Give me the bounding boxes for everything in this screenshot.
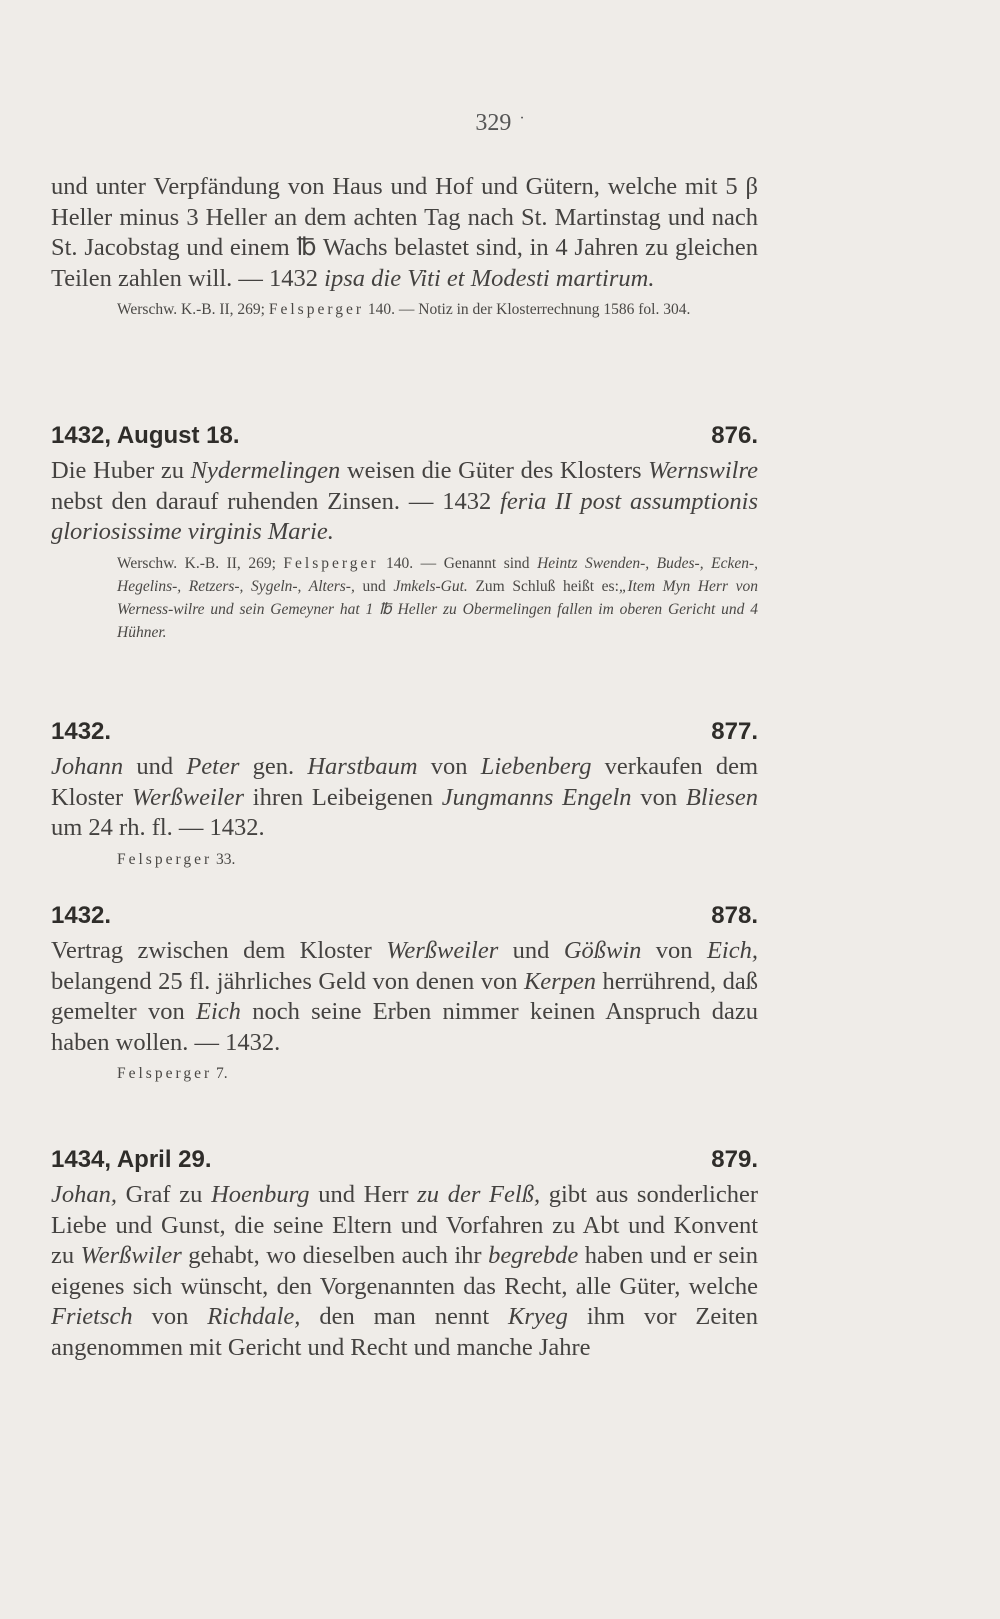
entry-text: Die Huber zu Nydermelingen weisen die Güter des Klosters Wernswilre nebst den darauf ruhenden Zinsen. — 1432 feria II post assumptionis gloriosissime virginis Marie. [51, 457, 759, 545]
page-number: 329 · [475, 110, 525, 136]
entry-876 [51, 422, 758, 644]
entry-877 [51, 718, 758, 871]
entry-reference: Felsperger 7. [117, 1065, 228, 1082]
entry-heading [51, 1146, 758, 1174]
entry-text: Vertrag zwischen dem Kloster Werßweiler und Gößwin von Eich, belangend 25 fl. jährliches Geld von denen von Kerpen herrührend, daß gemelter von Eich noch seine Erben nimmer keinen Anspruch dazu haben wollen. — 1432. [51, 937, 758, 1056]
intro-text: und unter Verpfändung von Haus und Hof und Gütern, welche mit 5 β Heller minus 3 Heller an dem achten Tag nach St. Martinstag und nach St. Jacobstag und einem ℔ Wachs belastet sind, in 4 Jahren zu gleichen Teilen zahlen will. — 1432 ipsa die Viti et Modesti martirum. [51, 173, 758, 292]
entry-heading [51, 718, 758, 746]
entry-heading [51, 902, 758, 930]
entry-878 [51, 902, 758, 1085]
entry-date: 1434, April 29. [51, 1146, 212, 1173]
page-mark: · [519, 110, 525, 127]
entry-number: 876. [711, 422, 758, 449]
entry-879 [51, 1146, 758, 1363]
entry-reference: Werschw. K.-B. II, 269; Felsperger 140. — Genannt sind Heintz Swenden-, Budes-, Ecken-, Hegelins-, Retzers-, Sygeln-, Alters-, und Jmkels-Gut. Zum Schluß heißt es:„Item Myn Herr von Werness-wilre und sein Gemeyner hat 1 ℔ Heller zu Obermelingen fallen im oberen Gericht und 4 Hühner. [117, 554, 758, 641]
entry-date: 1432. [51, 718, 112, 745]
entry-number: 879. [711, 1146, 758, 1173]
entry-text: Johan, Graf zu Hoenburg und Herr zu der Felß, gibt aus sonderlicher Liebe und Gunst, die seine Eltern und Vorfahren zu Abt und Konvent zu Werßwiler gehabt, wo dieselben auch ihr begrebde haben und er sein eigenes sich wünscht, den Vorgenannten das Recht, alle Güter, welche Frietsch von Richdale, den man nennt Kryeg ihm vor Zeiten angenommen mit Gericht und Recht und manche Jahre [51, 1181, 758, 1361]
entry-date: 1432, August 18. [51, 422, 240, 449]
entry-number: 878. [711, 902, 758, 929]
entry-text: Johann und Peter gen. Harstbaum von Liebenberg verkaufen dem Kloster Werßweiler ihren Leibeigenen Jungmanns Engeln von Bliesen um 24 rh. fl. — 1432. [51, 753, 759, 841]
entry-reference: Felsperger 33. [117, 850, 236, 868]
entry-heading [51, 422, 758, 450]
entry-number: 877. [711, 718, 758, 745]
intro-reference: Werschw. K.-B. II, 269; Felsperger 140. — Notiz in der Klosterrechnung 1586 fol. 304. [117, 301, 691, 318]
intro-block [51, 172, 758, 321]
entry-date: 1432. [51, 902, 112, 929]
